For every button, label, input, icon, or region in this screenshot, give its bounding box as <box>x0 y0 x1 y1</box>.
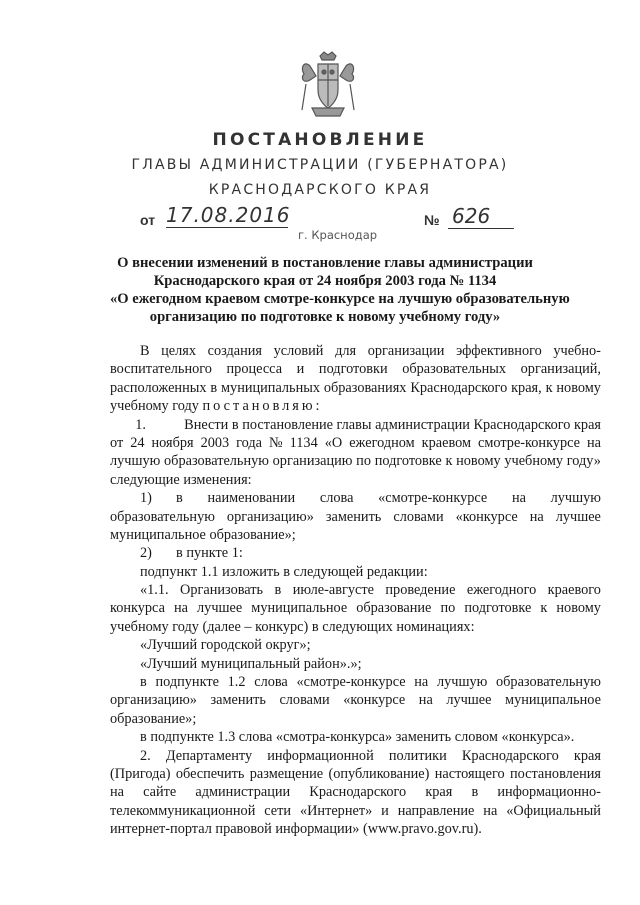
word: словами <box>279 692 330 709</box>
word: в <box>274 582 282 599</box>
word: организаций, <box>520 361 601 378</box>
word: образовательных <box>402 361 507 378</box>
word: на <box>110 784 124 801</box>
word: образовательную <box>110 508 215 525</box>
text-line <box>110 508 601 526</box>
word: целях <box>161 343 197 359</box>
word: (опубликование) <box>328 765 430 782</box>
word: заменить <box>325 508 382 525</box>
word: проведение <box>385 582 456 599</box>
word: № <box>269 434 283 451</box>
word: словами <box>393 508 444 525</box>
number-label: № <box>424 212 440 228</box>
text-line <box>110 783 601 801</box>
word: края, <box>511 379 542 396</box>
word: заменить <box>210 692 266 709</box>
word: постановления <box>510 765 601 782</box>
word: информационной <box>267 747 374 764</box>
text-line: интернет-портал правовой информации» (www.pravo.gov.ru). <box>110 821 482 838</box>
coat-of-arms-icon <box>298 50 358 120</box>
word: 2. <box>140 747 151 764</box>
word: расположенных <box>110 379 207 396</box>
word: образовательную <box>164 453 269 470</box>
word: Краснодарского <box>461 747 559 764</box>
subpoint-1 <box>110 489 601 507</box>
word: подготовки <box>318 361 388 378</box>
word: на <box>586 434 601 451</box>
word: году» <box>566 453 601 470</box>
text-line <box>110 452 601 470</box>
word: лучшую <box>436 674 488 691</box>
word: в <box>471 784 479 801</box>
word: краевого <box>547 582 601 599</box>
word: создания <box>207 343 263 359</box>
intro-decree-word: постановляю: <box>202 398 323 415</box>
title-line: О внесении изменений в постановление главы администрации <box>117 255 533 271</box>
text-line <box>110 765 601 783</box>
document-date: 17.08.2016 <box>166 203 291 227</box>
document-number: 626 <box>448 204 514 229</box>
text-line: учебному году (далее – конкурс) в следующих номинациях: <box>110 618 475 635</box>
text-line <box>110 599 601 617</box>
issuer-heading: ГЛАВЫ АДМИНИСТРАЦИИ (ГУБЕРНАТОРА) <box>131 157 509 173</box>
text-line <box>110 360 601 378</box>
word: «смотре-конкурсе <box>378 490 488 507</box>
region-heading: КРАСНОДАРСКОГО КРАЯ <box>208 182 432 198</box>
word: «Официальный <box>506 802 601 819</box>
word: по <box>440 600 456 617</box>
word: 1.2 <box>227 674 246 691</box>
word: лучшую <box>110 453 161 470</box>
word: политики <box>388 747 447 764</box>
word: «1.1. <box>140 582 169 599</box>
text-line: в подпункте 1.3 слова «смотра-конкурса» заменить словом «конкурса». <box>140 729 575 746</box>
text-line: образование»; <box>110 710 197 727</box>
nomination-1: «Лучший городской округ»; <box>140 637 311 654</box>
word: краевом <box>421 434 472 451</box>
text-line <box>110 434 601 452</box>
word: 2003 <box>200 434 230 451</box>
word: края <box>425 784 453 801</box>
word: в <box>176 490 183 507</box>
subpoint-1-number: 1) <box>140 490 152 507</box>
word: на <box>511 490 526 507</box>
word: «Интернет» <box>299 802 373 819</box>
document-type-heading: ПОСТАНОВЛЕНИЕ <box>212 130 428 150</box>
word: подготовке <box>374 453 442 470</box>
date-label: от <box>140 212 156 228</box>
word: по <box>356 453 371 470</box>
word: Департаменту <box>165 747 253 764</box>
word: и <box>296 361 305 378</box>
word: организации <box>367 343 445 359</box>
word: учебно- <box>553 343 601 359</box>
word: года <box>236 434 263 451</box>
word: смотре-конкурсе <box>478 434 580 451</box>
word: Краснодарского <box>309 784 407 801</box>
word: «конкурсе <box>343 692 406 709</box>
text-line <box>110 673 601 691</box>
word: новому <box>556 379 601 396</box>
word: муниципальное <box>505 692 601 709</box>
city-label: г. Краснодар <box>298 228 378 242</box>
word: подготовке <box>464 600 532 617</box>
word: лучшее <box>446 692 492 709</box>
text-line <box>110 691 601 709</box>
word: «конкурсе <box>455 508 518 525</box>
word: к <box>445 453 453 470</box>
word: лучшее <box>555 508 601 525</box>
word: воспитательного <box>110 361 212 378</box>
subpoint-2-number: 2) <box>140 545 152 562</box>
word: июле-августе <box>292 582 374 599</box>
word: в <box>210 379 218 396</box>
text-line: подпункт 1.1 изложить в следующей редакции: <box>140 563 428 580</box>
text-line <box>110 379 601 397</box>
word: информационно- <box>497 784 601 801</box>
word: в <box>140 674 147 691</box>
word: (Пригода) <box>110 765 171 782</box>
word: организацию» <box>110 692 197 709</box>
word: и <box>381 802 389 819</box>
nomination-2: «Лучший муниципальный район».»; <box>140 655 362 672</box>
word: на <box>529 508 544 525</box>
word: 24 <box>130 434 145 451</box>
intro-prefix: учебному году <box>110 398 199 415</box>
word: сайте <box>143 784 177 801</box>
word: на <box>414 674 429 691</box>
word: новому <box>456 453 501 470</box>
word: ежегодного <box>466 582 537 599</box>
title-line: «О ежегодном краевом смотре-конкурсе на лучшую образовательную <box>110 291 570 307</box>
word: телекоммуникационной <box>110 802 256 819</box>
word: на <box>418 692 433 709</box>
word: образование <box>356 600 432 617</box>
word: наименовании <box>207 490 296 507</box>
word: на <box>483 802 498 819</box>
title-line: организацию по подготовке к новому учебному году» <box>149 309 501 325</box>
text-line <box>176 489 601 507</box>
word: обеспечить <box>175 765 245 782</box>
word: новому <box>556 600 601 617</box>
word: направление <box>397 802 475 819</box>
word: эффективного <box>456 343 542 359</box>
point-1 <box>110 416 601 434</box>
text-line <box>110 747 601 765</box>
document-title <box>110 254 570 326</box>
word: слова <box>254 674 288 691</box>
text-line: следующие изменения: <box>110 471 252 488</box>
word: образовательную <box>496 674 601 691</box>
subpoint-2 <box>110 544 601 562</box>
text-line <box>110 802 601 820</box>
title-line: Краснодарского края от 24 ноября 2003 года № 1134 <box>153 273 497 289</box>
word: образованиях <box>323 379 407 396</box>
word: лучшую <box>550 490 601 507</box>
word: «смотре-конкурсе <box>296 674 406 691</box>
word: процесса <box>226 361 283 378</box>
word: к <box>545 379 553 396</box>
word: администрации <box>195 784 291 801</box>
word: Организовать <box>180 582 264 599</box>
text-line <box>110 581 601 599</box>
word: муниципальное <box>251 600 348 617</box>
text-line: в пункте 1: <box>176 545 243 562</box>
word: слова <box>319 490 354 507</box>
word: конкурса <box>110 600 165 617</box>
word: на <box>173 600 188 617</box>
word: ноября <box>151 434 194 451</box>
document-body <box>110 342 601 839</box>
text-line: Внести в постановление главы администрации Краснодарского края <box>184 416 601 433</box>
word: организацию <box>272 453 353 470</box>
point-1-number: 1. <box>135 416 147 433</box>
word: 1134 <box>289 434 318 451</box>
word: организацию» <box>226 508 314 525</box>
word: для <box>335 343 357 359</box>
word: подпункте <box>155 674 219 691</box>
word: условий <box>273 343 324 359</box>
word: В <box>140 343 150 359</box>
word: настоящего <box>434 765 505 782</box>
word: ежегодном <box>349 434 415 451</box>
word: сети <box>264 802 292 819</box>
word: размещение <box>249 765 324 782</box>
text-line: муниципальное образование»; <box>110 526 296 543</box>
text-line <box>110 342 601 360</box>
word: от <box>110 434 124 451</box>
word: «О <box>324 434 343 451</box>
word: к <box>540 600 548 617</box>
word: учебному <box>504 453 564 470</box>
word: муниципальных <box>221 379 320 396</box>
text-line <box>110 397 601 415</box>
word: края <box>573 747 601 764</box>
word: Краснодарского <box>410 379 508 396</box>
word: лучшее <box>197 600 243 617</box>
